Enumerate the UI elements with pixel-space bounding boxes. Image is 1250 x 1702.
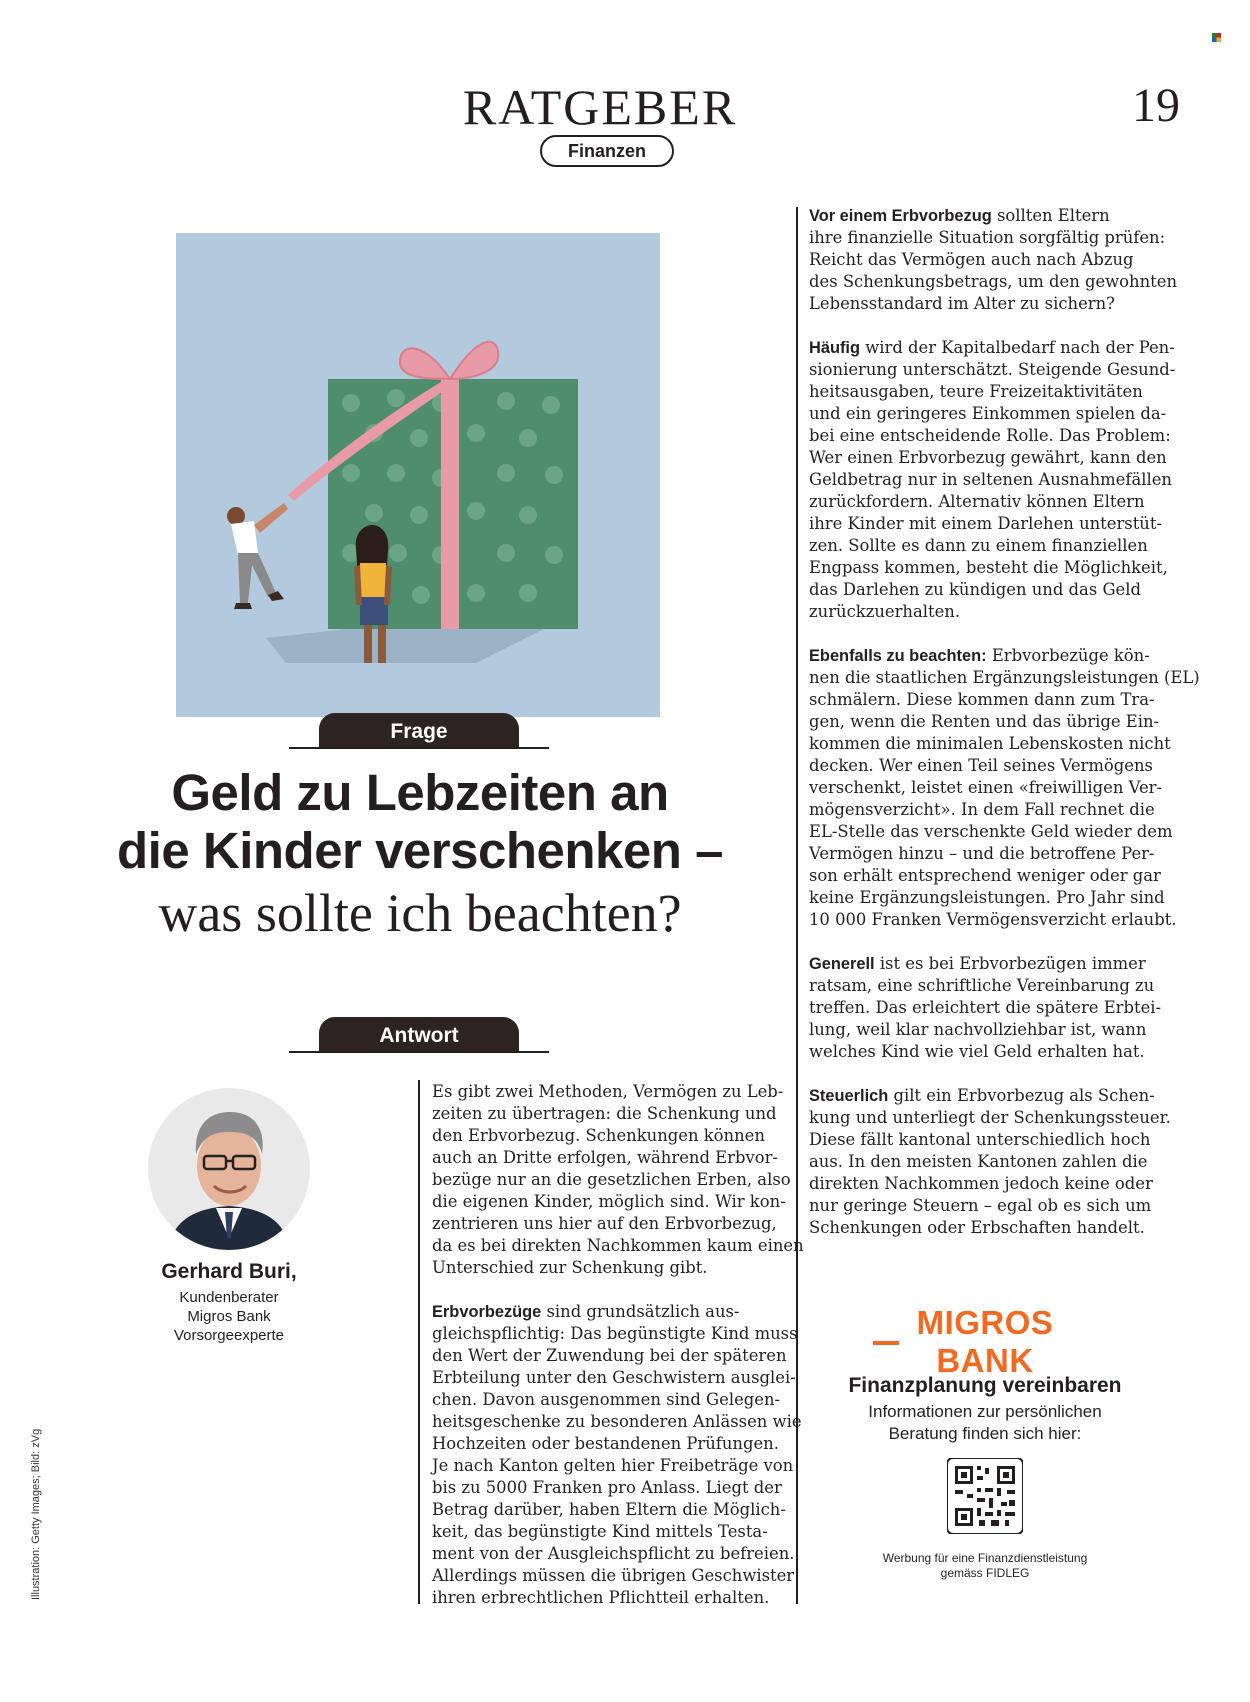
migros-bank-logo: MIGROS BANK <box>916 1304 1054 1379</box>
article-line <box>432 1477 792 1499</box>
line-text: ist es bei Erbvorbezügen immer <box>874 954 1146 973</box>
line-text: keit, das begünstigte Kind mittels Testa- <box>432 1522 768 1541</box>
line-text: decken. Wer einen Teil seines Vermögens <box>809 756 1153 775</box>
article-line <box>809 293 1189 315</box>
paragraph-lead: Generell <box>809 955 875 973</box>
answer-column-middle <box>432 1081 804 1631</box>
column-rule-right <box>796 207 798 1604</box>
expert-specialty: Vorsorgeexperte <box>173 1327 285 1344</box>
line-text: Allerdings müssen die übrigen Geschwister <box>432 1566 795 1585</box>
article-line <box>432 1125 792 1147</box>
line-text: Geldbetrag nur in seltenen Ausnahmefällen <box>809 470 1172 489</box>
line-text: EL-Stelle das verschenkte Geld wieder dem <box>809 822 1173 841</box>
article-line <box>432 1147 792 1169</box>
line-text: nur geringe Steuern – egal ob es sich um <box>809 1196 1152 1215</box>
article-line <box>809 645 1189 667</box>
line-text: son erhält entsprechend weniger oder gar <box>809 866 1161 885</box>
line-text: heitsgeschenke zu besonderen Anlässen wie <box>432 1412 802 1431</box>
line-text: 10 000 Franken Vermögensverzicht erlaubt. <box>809 910 1177 929</box>
promo-text-line-2: Beratung finden sich hier: <box>888 1424 1082 1443</box>
line-text: nen die staatlichen Ergänzungsleistungen (EL) <box>809 668 1200 687</box>
page-number: 19 <box>1132 79 1180 132</box>
article-line <box>809 1173 1189 1195</box>
line-text: ihren erbrechtlichen Pflichtteil erhalten. <box>432 1588 770 1607</box>
article-line <box>809 579 1189 601</box>
article-line <box>809 337 1189 359</box>
article-line <box>809 535 1189 557</box>
color-registration-mark <box>1212 33 1221 42</box>
article-line <box>809 909 1189 931</box>
article-line <box>809 887 1189 909</box>
article-line <box>809 425 1189 447</box>
line-text: verschenkt, leistet einen «freiwilligen Ver- <box>809 778 1163 797</box>
article-line <box>432 1543 795 1565</box>
article-paragraph <box>432 1081 804 1279</box>
article-line <box>809 1151 1189 1173</box>
article-line <box>809 821 1189 843</box>
article-line <box>809 359 1189 381</box>
article-paragraph <box>809 953 1189 1063</box>
line-text: Vermögen hinzu – und die betroffene Per- <box>809 844 1155 863</box>
line-text: sind grundsätzlich aus- <box>541 1302 740 1321</box>
article-line <box>809 733 1189 755</box>
line-text: auch an Dritte erfolgen, während Erbvor- <box>432 1148 778 1167</box>
line-text: schmälern. Diese kommen dann zum Tra- <box>809 690 1155 709</box>
article-line <box>432 1213 792 1235</box>
line-text: sionierung unterschätzt. Steigende Gesund- <box>809 360 1176 379</box>
article-line <box>809 1019 1189 1041</box>
line-text: chen. Davon ausgenommen sind Gelegen- <box>432 1390 781 1409</box>
line-text: keine Ergänzungsleistungen. Pro Jahr sind <box>809 888 1165 907</box>
article-line <box>809 975 1189 997</box>
article-paragraph <box>809 645 1200 931</box>
article-line <box>809 953 1189 975</box>
article-line <box>809 381 1189 403</box>
answer-tab-underline <box>289 1051 549 1053</box>
article-line <box>809 1107 1189 1129</box>
article-line <box>809 689 1189 711</box>
article-line <box>432 1103 792 1125</box>
line-text: ihre Kinder mit einem Darlehen unterstüt- <box>809 514 1162 533</box>
article-line <box>432 1191 792 1213</box>
line-text: aus. In den meisten Kantonen zahlen die <box>809 1152 1148 1171</box>
line-text: Je nach Kanton gelten hier Freibeträge von <box>432 1456 794 1475</box>
article-line <box>432 1587 792 1609</box>
article-line <box>809 469 1189 491</box>
article-line <box>809 403 1189 425</box>
article-paragraph <box>809 1085 1189 1239</box>
line-text: lung, weil klar nachvollziehbar ist, wann <box>809 1020 1147 1039</box>
article-line <box>432 1081 792 1103</box>
line-text: zurückfordern. Alternativ können Eltern <box>809 492 1145 511</box>
line-text: Erbteilung unter den Geschwistern ausglei- <box>432 1368 796 1387</box>
article-line <box>809 491 1189 513</box>
article-line <box>809 1129 1189 1151</box>
article-paragraph <box>809 205 1189 315</box>
article-line <box>432 1389 792 1411</box>
article-line <box>432 1323 798 1345</box>
line-text: treffen. Das erleichtert die spätere Erbtei- <box>809 998 1162 1017</box>
line-text: bezüge nur an die gesetzlichen Erben, also <box>432 1170 791 1189</box>
line-text: ihre finanzielle Situation sorgfältig prüfen: <box>809 228 1166 247</box>
subheadline: was sollte ich beachten? <box>158 883 682 943</box>
article-paragraph <box>809 337 1189 623</box>
article-line <box>809 711 1189 733</box>
logo-underline <box>873 1341 899 1345</box>
expert-employer: Migros Bank <box>187 1308 271 1325</box>
answer-column-right <box>809 205 1200 1261</box>
article-paragraph <box>432 1301 802 1609</box>
question-tab-underline <box>289 747 549 749</box>
ad-disclaimer-line-2: gemäss FIDLEG <box>940 1566 1030 1580</box>
line-text: kommen die minimalen Lebenskosten nicht <box>809 734 1171 753</box>
article-line <box>432 1169 792 1191</box>
expert-role: Kundenberater <box>179 1289 279 1306</box>
photo-credit: Illustration: Getty Images; Bild: zVg <box>30 1428 42 1600</box>
line-text: direkten Nachkommen jedoch keine oder <box>809 1174 1153 1193</box>
article-line <box>809 557 1189 579</box>
line-text: und ein geringeres Einkommen spielen da- <box>809 404 1167 423</box>
line-text: zurückzuerhalten. <box>809 602 961 621</box>
question-tab: Frage <box>319 713 519 747</box>
article-line <box>432 1301 792 1323</box>
article-line <box>432 1499 792 1521</box>
line-text: Unterschied zur Schenkung gibt. <box>432 1258 708 1277</box>
article-line <box>809 1085 1189 1107</box>
expert-portrait <box>148 1088 310 1250</box>
line-text: gen, wenn die Renten und das übrige Ein- <box>809 712 1160 731</box>
article-line <box>809 997 1189 1019</box>
article-line <box>809 205 1189 227</box>
headline-line-1: Geld zu Lebzeiten an <box>171 764 669 821</box>
article-line <box>809 755 1189 777</box>
line-text: Wer einen Erbvorbezug gewährt, kann den <box>809 448 1167 467</box>
article-line <box>809 1195 1189 1217</box>
article-line <box>432 1257 792 1279</box>
paragraph-lead: Häufig <box>809 339 860 357</box>
line-text: zentrieren uns hier auf den Erbvorbezug, <box>432 1214 777 1233</box>
line-text: den Wert der Zuwendung bei der späteren <box>432 1346 787 1365</box>
line-text: Betrag darüber, haben Eltern die Möglich- <box>432 1500 786 1519</box>
article-line <box>432 1455 792 1477</box>
article-line <box>809 513 1189 535</box>
line-text: Engpass kommen, besteht die Möglichkeit, <box>809 558 1168 577</box>
expert-name: Gerhard Buri, <box>161 1260 297 1283</box>
line-text: den Erbvorbezug. Schenkungen können <box>432 1126 765 1145</box>
line-text: ment von der Ausgleichspflicht zu befreien. <box>432 1544 795 1563</box>
article-line <box>809 249 1189 271</box>
article-line <box>809 777 1189 799</box>
gift-illustration <box>176 233 660 717</box>
article-line <box>809 865 1189 887</box>
section-title: RATGEBER <box>462 79 738 135</box>
line-text: die eigenen Kinder, möglich sind. Wir kon- <box>432 1192 786 1211</box>
line-text: da es bei direkten Nachkommen kaum einen <box>432 1236 804 1255</box>
answer-tab: Antwort <box>319 1017 519 1051</box>
line-text: mögensverzicht». In dem Fall rechnet die <box>809 800 1155 819</box>
line-text: gilt ein Erbvorbezug als Schen- <box>888 1086 1155 1105</box>
paragraph-lead: Steuerlich <box>809 1087 889 1105</box>
subsection-pill: Finanzen <box>540 135 674 167</box>
line-text: Erbvorbezüge kön- <box>986 646 1150 665</box>
article-line <box>432 1521 792 1543</box>
line-text: zeiten zu übertragen: die Schenkung und <box>432 1104 777 1123</box>
article-line <box>809 799 1189 821</box>
line-text: ratsam, eine schriftliche Vereinbarung zu <box>809 976 1155 995</box>
article-line <box>809 1217 1189 1239</box>
article-line <box>809 1041 1189 1063</box>
line-text: welches Kind wie viel Geld erhalten hat. <box>809 1042 1145 1061</box>
line-text: Hochzeiten oder bestandenen Prüfungen. <box>432 1434 779 1453</box>
headline-line-2: die Kinder verschenken – <box>117 822 723 879</box>
article-line <box>432 1565 795 1587</box>
article-line <box>432 1345 792 1367</box>
paragraph-lead: Erbvorbezüge <box>432 1303 542 1321</box>
line-text: heitsausgaben, teure Freizeitaktivitäten <box>809 382 1143 401</box>
paragraph-lead: Ebenfalls zu beachten: <box>809 647 987 665</box>
line-text: Es gibt zwei Methoden, Vermögen zu Leb- <box>432 1082 784 1101</box>
line-text: bis zu 5000 Franken pro Anlass. Liegt der <box>432 1478 782 1497</box>
article-line <box>809 667 1200 689</box>
line-text: Diese fällt kantonal unterschiedlich hoch <box>809 1130 1151 1149</box>
paragraph-lead: Vor einem Erbvorbezug <box>809 207 992 225</box>
line-text: zen. Sollte es dann zu einem finanziellen <box>809 536 1148 555</box>
article-line <box>809 447 1189 469</box>
line-text: bei eine entscheidende Rolle. Das Problem: <box>809 426 1171 445</box>
line-text: des Schenkungsbetrags, um den gewohnten <box>809 272 1178 291</box>
article-line <box>432 1411 802 1433</box>
promo-title: Finanzplanung vereinbaren <box>848 1374 1122 1397</box>
line-text: Reicht das Vermögen auch nach Abzug <box>809 250 1134 269</box>
line-text: kung und unterliegt der Schenkungssteuer. <box>809 1108 1171 1127</box>
article-line <box>432 1235 804 1257</box>
qr-code-icon[interactable] <box>947 1458 1023 1534</box>
article-line <box>432 1367 796 1389</box>
article-line <box>432 1433 792 1455</box>
column-rule-left <box>418 1080 420 1604</box>
line-text: Schenkungen oder Erbschaften handelt. <box>809 1218 1145 1237</box>
article-line <box>809 271 1189 293</box>
line-text: wird der Kapitalbedarf nach der Pen- <box>860 338 1175 357</box>
ad-disclaimer-line-1: Werbung für eine Finanzdienstleistung <box>882 1551 1088 1565</box>
line-text: Lebensstandard im Alter zu sichern? <box>809 294 1115 313</box>
line-text: sollten Eltern <box>991 206 1110 225</box>
article-line <box>809 843 1189 865</box>
article-line <box>809 601 1189 623</box>
article-line <box>809 227 1189 249</box>
promo-text-line-1: Informationen zur persönlichen <box>868 1402 1102 1421</box>
line-text: das Darlehen zu kündigen und das Geld <box>809 580 1141 599</box>
line-text: gleichspflichtig: Das begünstigte Kind muss <box>432 1324 798 1343</box>
